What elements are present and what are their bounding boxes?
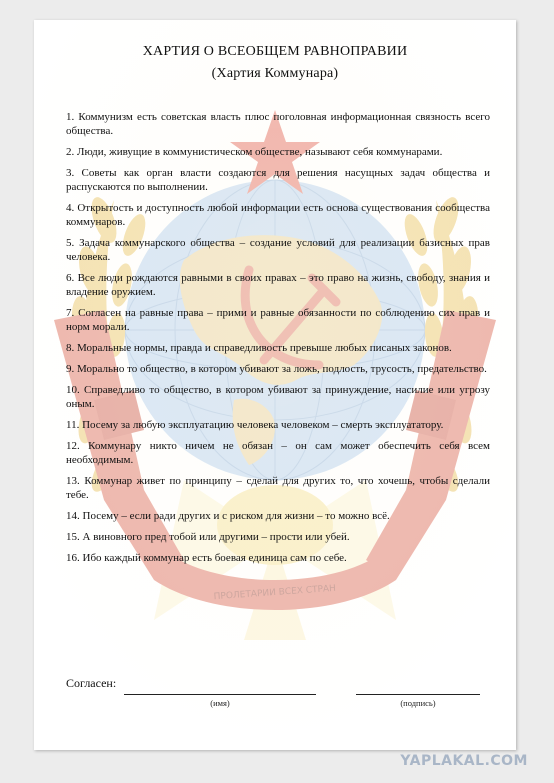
document-title: ХАРТИЯ О ВСЕОБЩЕМ РАВНОПРАВИИ: [142, 44, 408, 59]
charter-item: 4. Открытость и доступность любой информации есть основа существования сообщества коммунаров.: [66, 202, 490, 228]
name-caption: (имя): [210, 698, 230, 708]
charter-items: [66, 110, 490, 572]
document-page: [34, 20, 516, 750]
name-line: [124, 694, 316, 695]
charter-item: 5. Задача коммунарского общества – создание условий для реализации базисных прав человека.: [66, 237, 490, 263]
agree-label: Согласен:: [66, 676, 117, 690]
charter-item: 6. Все люди рождаются равными в своих правах – это право на жизнь, свободу, знания и владение оружием.: [66, 272, 490, 298]
signature-line: [356, 694, 480, 695]
charter-item: 10. Справедливо то общество, в котором убивают за принуждение, насилие или угрозу оным.: [66, 384, 490, 410]
charter-item: 7. Согласен на равные права – прими и равные обязанности по соблюдению сих прав и норм морали.: [66, 307, 490, 333]
charter-item: 2. Люди, живущие в коммунистическом обществе, называют себя коммунарами.: [66, 146, 443, 158]
document-subtitle: (Хартия Коммунара): [211, 66, 339, 81]
charter-item: 15. А виновного пред тобой или другими – прости или убей.: [66, 531, 350, 543]
signature-caption: (подпись): [400, 698, 436, 708]
charter-item: 13. Коммунар живет по принципу – сделай для других то, что хочешь, чтобы сделали тебе.: [66, 475, 490, 501]
charter-item: 8. Моральные нормы, правда и справедливость превыше любых писаных законов.: [66, 342, 452, 354]
charter-item: 1. Коммунизм есть советская власть плюс поголовная информационная связность всего общества.: [66, 111, 490, 137]
charter-item: 3. Советы как орган власти создаются для решения насущных задач общества и распускаются по выполнении.: [66, 167, 490, 193]
charter-item: 14. Посему – если ради других и с риском для жизни – то можно всё.: [66, 510, 390, 522]
motto-text: ПРОЛЕТАРИИ ВСЕХ СТРАН: [213, 583, 337, 603]
charter-item: 9. Морально то общество, в котором убивают за ложь, подлость, трусость, предательство.: [66, 363, 487, 375]
charter-item: 11. Посему за любую эксплуатацию человека человеком – смерть эксплуататору.: [66, 419, 444, 431]
charter-item: 16. Ибо каждый коммунар есть боевая единица сам по себе.: [66, 552, 347, 564]
charter-item: 12. Коммунару никто ничем не обязан – он сам может обеспечить себя всем необходимым.: [66, 440, 490, 466]
site-watermark: YAPLAKAL.COM: [400, 753, 528, 769]
